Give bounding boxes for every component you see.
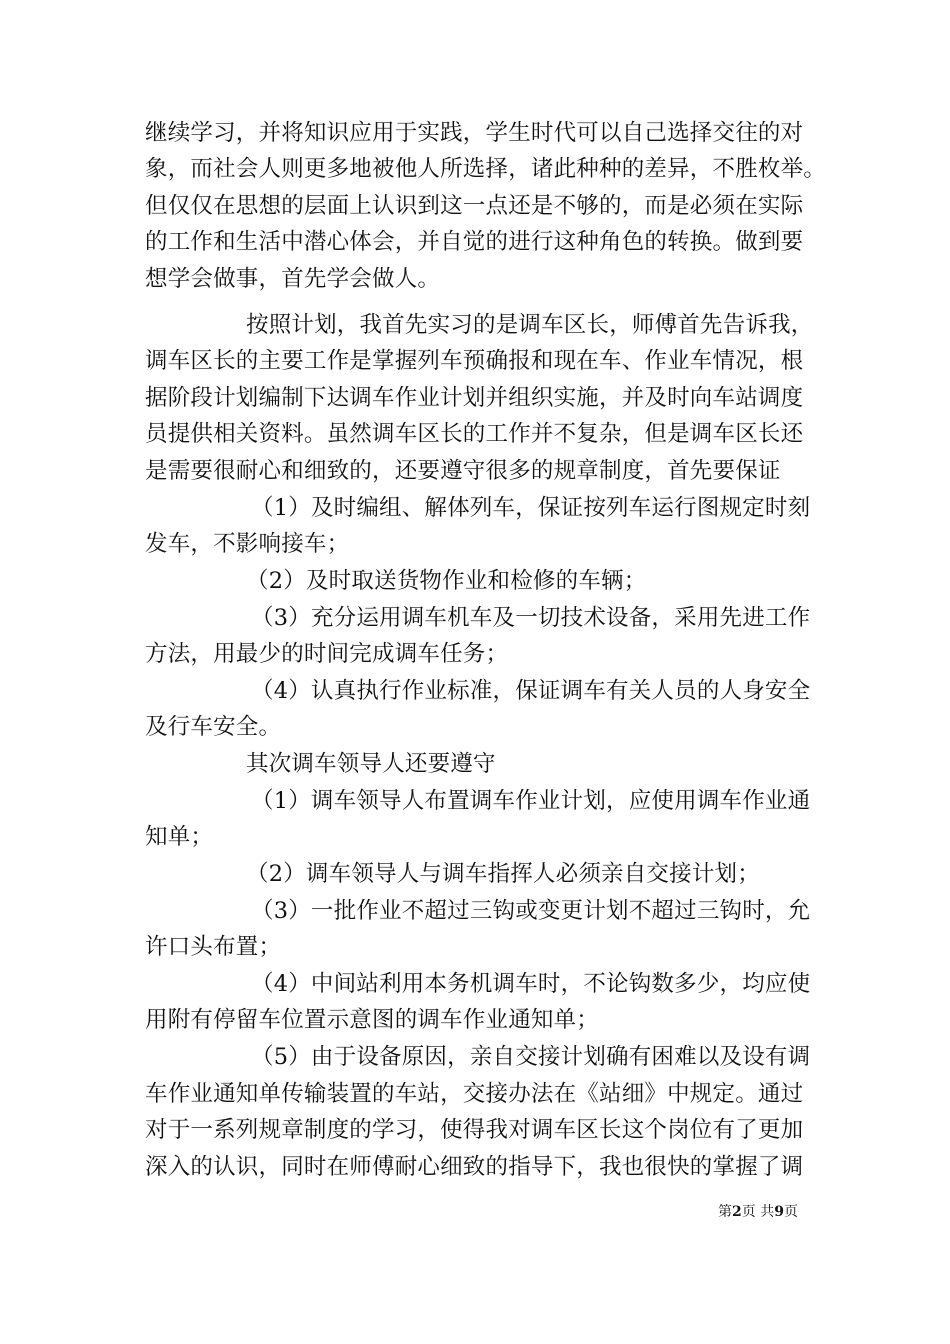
footer-total-pages: 9 (774, 1204, 784, 1220)
text-line: 知单； (145, 824, 214, 850)
footer-prefix: 第 (718, 1204, 732, 1220)
text-line: 方法，用最少的时间完成调车任务； (145, 641, 509, 667)
text-line: （3）一批作业不超过三钩或变更计划不超过三钩时，允 (251, 898, 811, 924)
text-line: 象，而社会人则更多地被他人所选择，诸此种种的差异，不胜枚举。 (145, 156, 827, 182)
text-line: （4）认真执行作业标准，保证调车有关人员的人身安全 (251, 678, 811, 704)
text-line: 调车区长的主要工作是掌握列车预确报和现在车、作业车情况，根 (145, 348, 804, 374)
text-line: （4）中间站利用本务机调车时，不论钩数多少，均应使 (251, 971, 811, 997)
text-line: 的工作和生活中潜心体会，并自觉的进行这种角色的转换。做到要 (145, 229, 804, 255)
text-line: 对于一系列规章制度的学习，使得我对调车区长这个岗位有了更加 (145, 1117, 804, 1143)
text-line: 深入的认识，同时在师傅耐心细致的指导下，我也很快的掌握了调 (145, 1154, 804, 1180)
text-line: （1）调车领导人布置调车作业计划，应使用调车作业通 (251, 788, 811, 814)
text-line: （5）由于设备原因，亲自交接计划确有困难以及设有调 (251, 1044, 811, 1070)
text-line: 继续学习，并将知识应用于实践，学生时代可以自己选择交往的对 (145, 120, 804, 146)
text-line: （2）调车领导人与调车指挥人必须亲自交接计划； (246, 861, 760, 887)
page-footer (718, 1203, 798, 1221)
text-line: 员提供相关资料。虽然调车区长的工作并不复杂，但是调车区长还 (145, 421, 804, 447)
text-line: （2）及时取送货物作业和检修的车辆； (246, 568, 647, 594)
text-line: 许口头布置； (145, 934, 282, 960)
text-line: 其次调车领导人还要遵守 (246, 751, 496, 777)
text-line: 按照计划，我首先实习的是调车区长，师傅首先告诉我， (246, 312, 814, 338)
text-line: 用附有停留车位置示意图的调车作业通知单； (145, 1007, 600, 1033)
footer-middle: 页 共 (741, 1204, 775, 1220)
text-line: 发车，不影响接车； (145, 531, 350, 557)
text-line: 据阶段计划编制下达调车作业计划并组织实施，并及时向车站调度 (145, 385, 804, 411)
text-line: （3）充分运用调车机车及一切技术设备，采用先进工作 (251, 605, 811, 631)
footer-current-page: 2 (732, 1204, 742, 1220)
footer-suffix: 页 (783, 1204, 798, 1220)
text-line: 车作业通知单传输装置的车站，交接办法在《站细》中规定。通过 (145, 1081, 804, 1107)
text-line: 但仅仅在思想的层面上认识到这一点还是不够的，而是必须在实际 (145, 193, 804, 219)
text-line: （1）及时编组、解体列车，保证按列车运行图规定时刻 (251, 495, 811, 521)
text-line: 是需要很耐心和细致的，还要遵守很多的规章制度，首先要保证 (145, 458, 781, 484)
text-line: 想学会做事，首先学会做人。 (145, 266, 441, 292)
text-line: 及行车安全。 (145, 714, 282, 740)
